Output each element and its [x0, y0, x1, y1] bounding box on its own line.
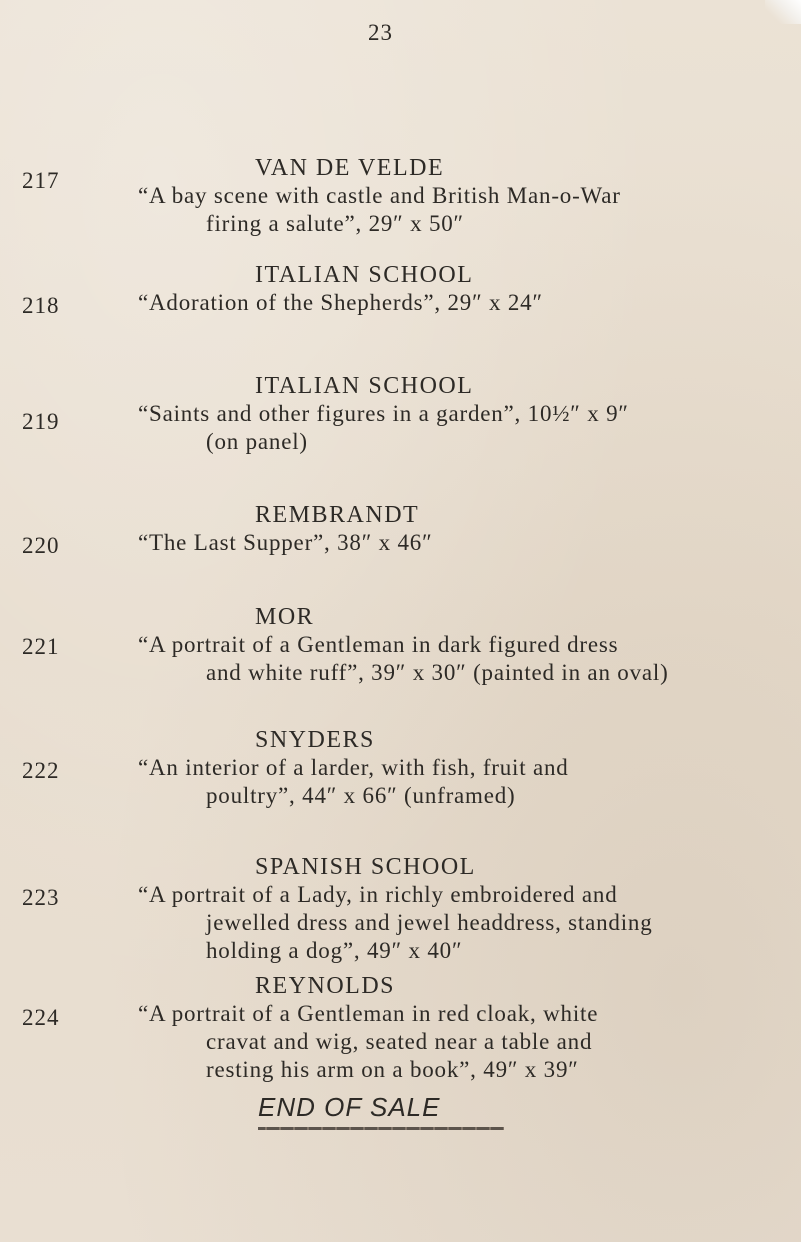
artist-name: VAN DE VELDE — [255, 155, 445, 181]
lot-number-219: 219 — [22, 409, 60, 434]
lot-number-218: 218 — [22, 293, 60, 318]
description-line: holding a dog”, 49″ x 40″ — [206, 938, 463, 963]
lot-number-223: 223 — [22, 885, 60, 910]
description-line: “A portrait of a Gentleman in dark figured dress — [138, 632, 619, 657]
artist-name: REYNOLDS — [255, 973, 396, 999]
lot-description — [138, 1000, 798, 1084]
description-line: “The Last Supper”, 38″ x 46″ — [138, 530, 433, 555]
lot-entry-219 — [138, 373, 798, 456]
description-line: cravat and wig, seated near a table and — [206, 1029, 593, 1054]
lot-description — [138, 631, 798, 687]
lot-number-224: 224 — [22, 1005, 60, 1030]
lot-entry-223 — [138, 854, 798, 965]
lot-description — [138, 754, 798, 810]
lot-number-217: 217 — [22, 168, 60, 193]
lot-entry-218 — [138, 262, 798, 317]
description-line: and white ruff”, 39″ x 30″ (painted in an oval) — [206, 660, 669, 685]
lot-description — [138, 529, 798, 557]
description-line: “A portrait of a Gentleman in red cloak, white — [138, 1001, 599, 1026]
end-of-sale-rule — [258, 1127, 504, 1130]
description-line: “Adoration of the Shepherds”, 29″ x 24″ — [138, 290, 543, 315]
description-line: resting his arm on a book”, 49″ x 39″ — [206, 1057, 579, 1082]
lot-entry-222 — [138, 727, 798, 810]
end-of-sale-heading: END OF SALE — [258, 1092, 441, 1122]
lot-description — [138, 400, 798, 456]
page-corner — [765, 0, 801, 24]
lot-description — [138, 881, 798, 965]
artist-name: SNYDERS — [255, 727, 375, 753]
lot-description — [138, 182, 798, 238]
lot-entry-221 — [138, 604, 798, 687]
lot-description — [138, 289, 798, 317]
description-line: poultry”, 44″ x 66″ (unframed) — [206, 783, 516, 808]
artist-name: MOR — [255, 604, 315, 630]
description-line: firing a salute”, 29″ x 50″ — [206, 211, 464, 236]
page-number: 23 — [368, 20, 393, 45]
description-line: “An interior of a larder, with fish, fruit and — [138, 755, 569, 780]
lot-number-221: 221 — [22, 634, 60, 659]
artist-name: SPANISH SCHOOL — [255, 854, 476, 880]
description-line: jewelled dress and jewel headdress, standing — [206, 910, 653, 935]
lot-entry-224 — [138, 973, 798, 1084]
lot-number-220: 220 — [22, 533, 60, 558]
artist-name: REMBRANDT — [255, 502, 420, 528]
lot-entry-217 — [138, 155, 798, 238]
description-line: “A bay scene with castle and British Man-o-War — [138, 183, 621, 208]
lot-entry-220 — [138, 502, 798, 557]
artist-name: ITALIAN SCHOOL — [255, 373, 474, 399]
artist-name: ITALIAN SCHOOL — [255, 262, 474, 288]
lot-number-222: 222 — [22, 758, 60, 783]
description-line: “Saints and other figures in a garden”, 10½″ x 9″ — [138, 401, 629, 426]
description-line: “A portrait of a Lady, in richly embroidered and — [138, 882, 618, 907]
description-line: (on panel) — [206, 429, 308, 454]
